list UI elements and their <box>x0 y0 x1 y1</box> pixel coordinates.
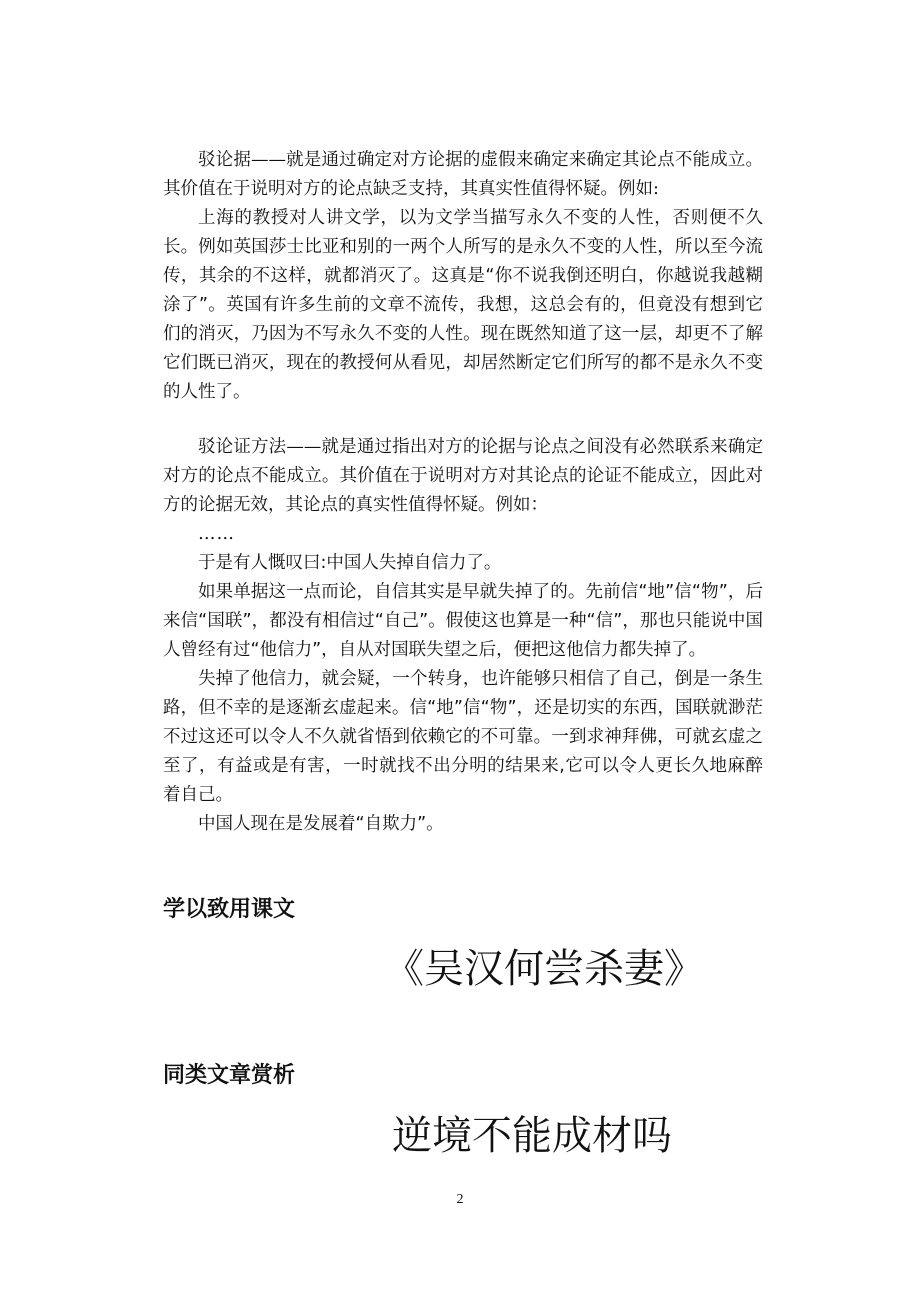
heading-similar-articles: 同类文章赏析 <box>163 1063 296 1088</box>
quote-paragraph-4: 中国人现在是发展着“自欺力”。 <box>198 814 444 834</box>
page-number: 2 <box>456 1192 464 1207</box>
quote-paragraph-2: 如果单据这一点而论，自信其实是早就失掉了的。先前信“地”信“物”，后来信“国联”，都没有相信过“自己”。假使这也算是一种“信”，那也只能说中国人曾经有过“他信力”，自从对国联失望之后，便把这他信力都失掉了。 <box>163 582 763 660</box>
refute-method-intro: 驳论证方法——就是通过指出对方的论据与论点之间没有必然联系来确定对方的论点不能成立。其价值在于说明对方对其论点的论证不能成立，因此对方的论据无效，其论点的真实性值得怀疑。例如： <box>163 437 763 515</box>
section-refute-evidence <box>163 146 763 407</box>
heading-applied-text: 学以致用课文 <box>163 897 296 922</box>
quote-paragraph-3: 失掉了他信力，就会疑，一个转身，也许能够只相信了自己，倒是一条生路，但不幸的是逐渐玄虚起来。信“地”信“物”，还是切实的东西，国联就渺茫不过这还可以令人不久就省悟到依赖它的不可靠。一到求神拜佛，可就玄虚之至了，有益或是有害，一时就找不出分明的结果来,它可以令人更长久地麻醉着自己。 <box>163 669 763 805</box>
article-title-2: 逆境不能成材吗 <box>392 1113 672 1159</box>
ellipsis: …… <box>198 524 235 544</box>
section-refute-method <box>163 433 763 839</box>
refute-evidence-intro: 驳论据——就是通过确定对方论据的虚假来确定来确定其论点不能成立。其价值在于说明对方的论点缺乏支持，其真实性值得怀疑。例如: <box>163 150 763 199</box>
quote-paragraph-1: 于是有人慨叹曰:中国人失掉自信力了。 <box>198 553 502 573</box>
refute-evidence-example: 上海的教授对人讲文学，以为文学当描写永久不变的人性，否则便不久长。例如英国莎士比亚和别的一两个人所写的是永久不变的人性，所以至今流传，其余的不这样，就都消灭了。这真是“你不说我倒还明白，你越说我越糊涂了”。英国有许多生前的文章不流传，我想，这总会有的，但竟没有想到它们的消灭，乃因为不写永久不变的人性。现在既然知道了这一层，却更不了解它们既已消灭，现在的教授何从看见，却居然断定它们所写的都不是永久不变的人性了。 <box>163 208 763 402</box>
article-title-1: 《吴汉何尝杀妻》 <box>384 946 704 992</box>
